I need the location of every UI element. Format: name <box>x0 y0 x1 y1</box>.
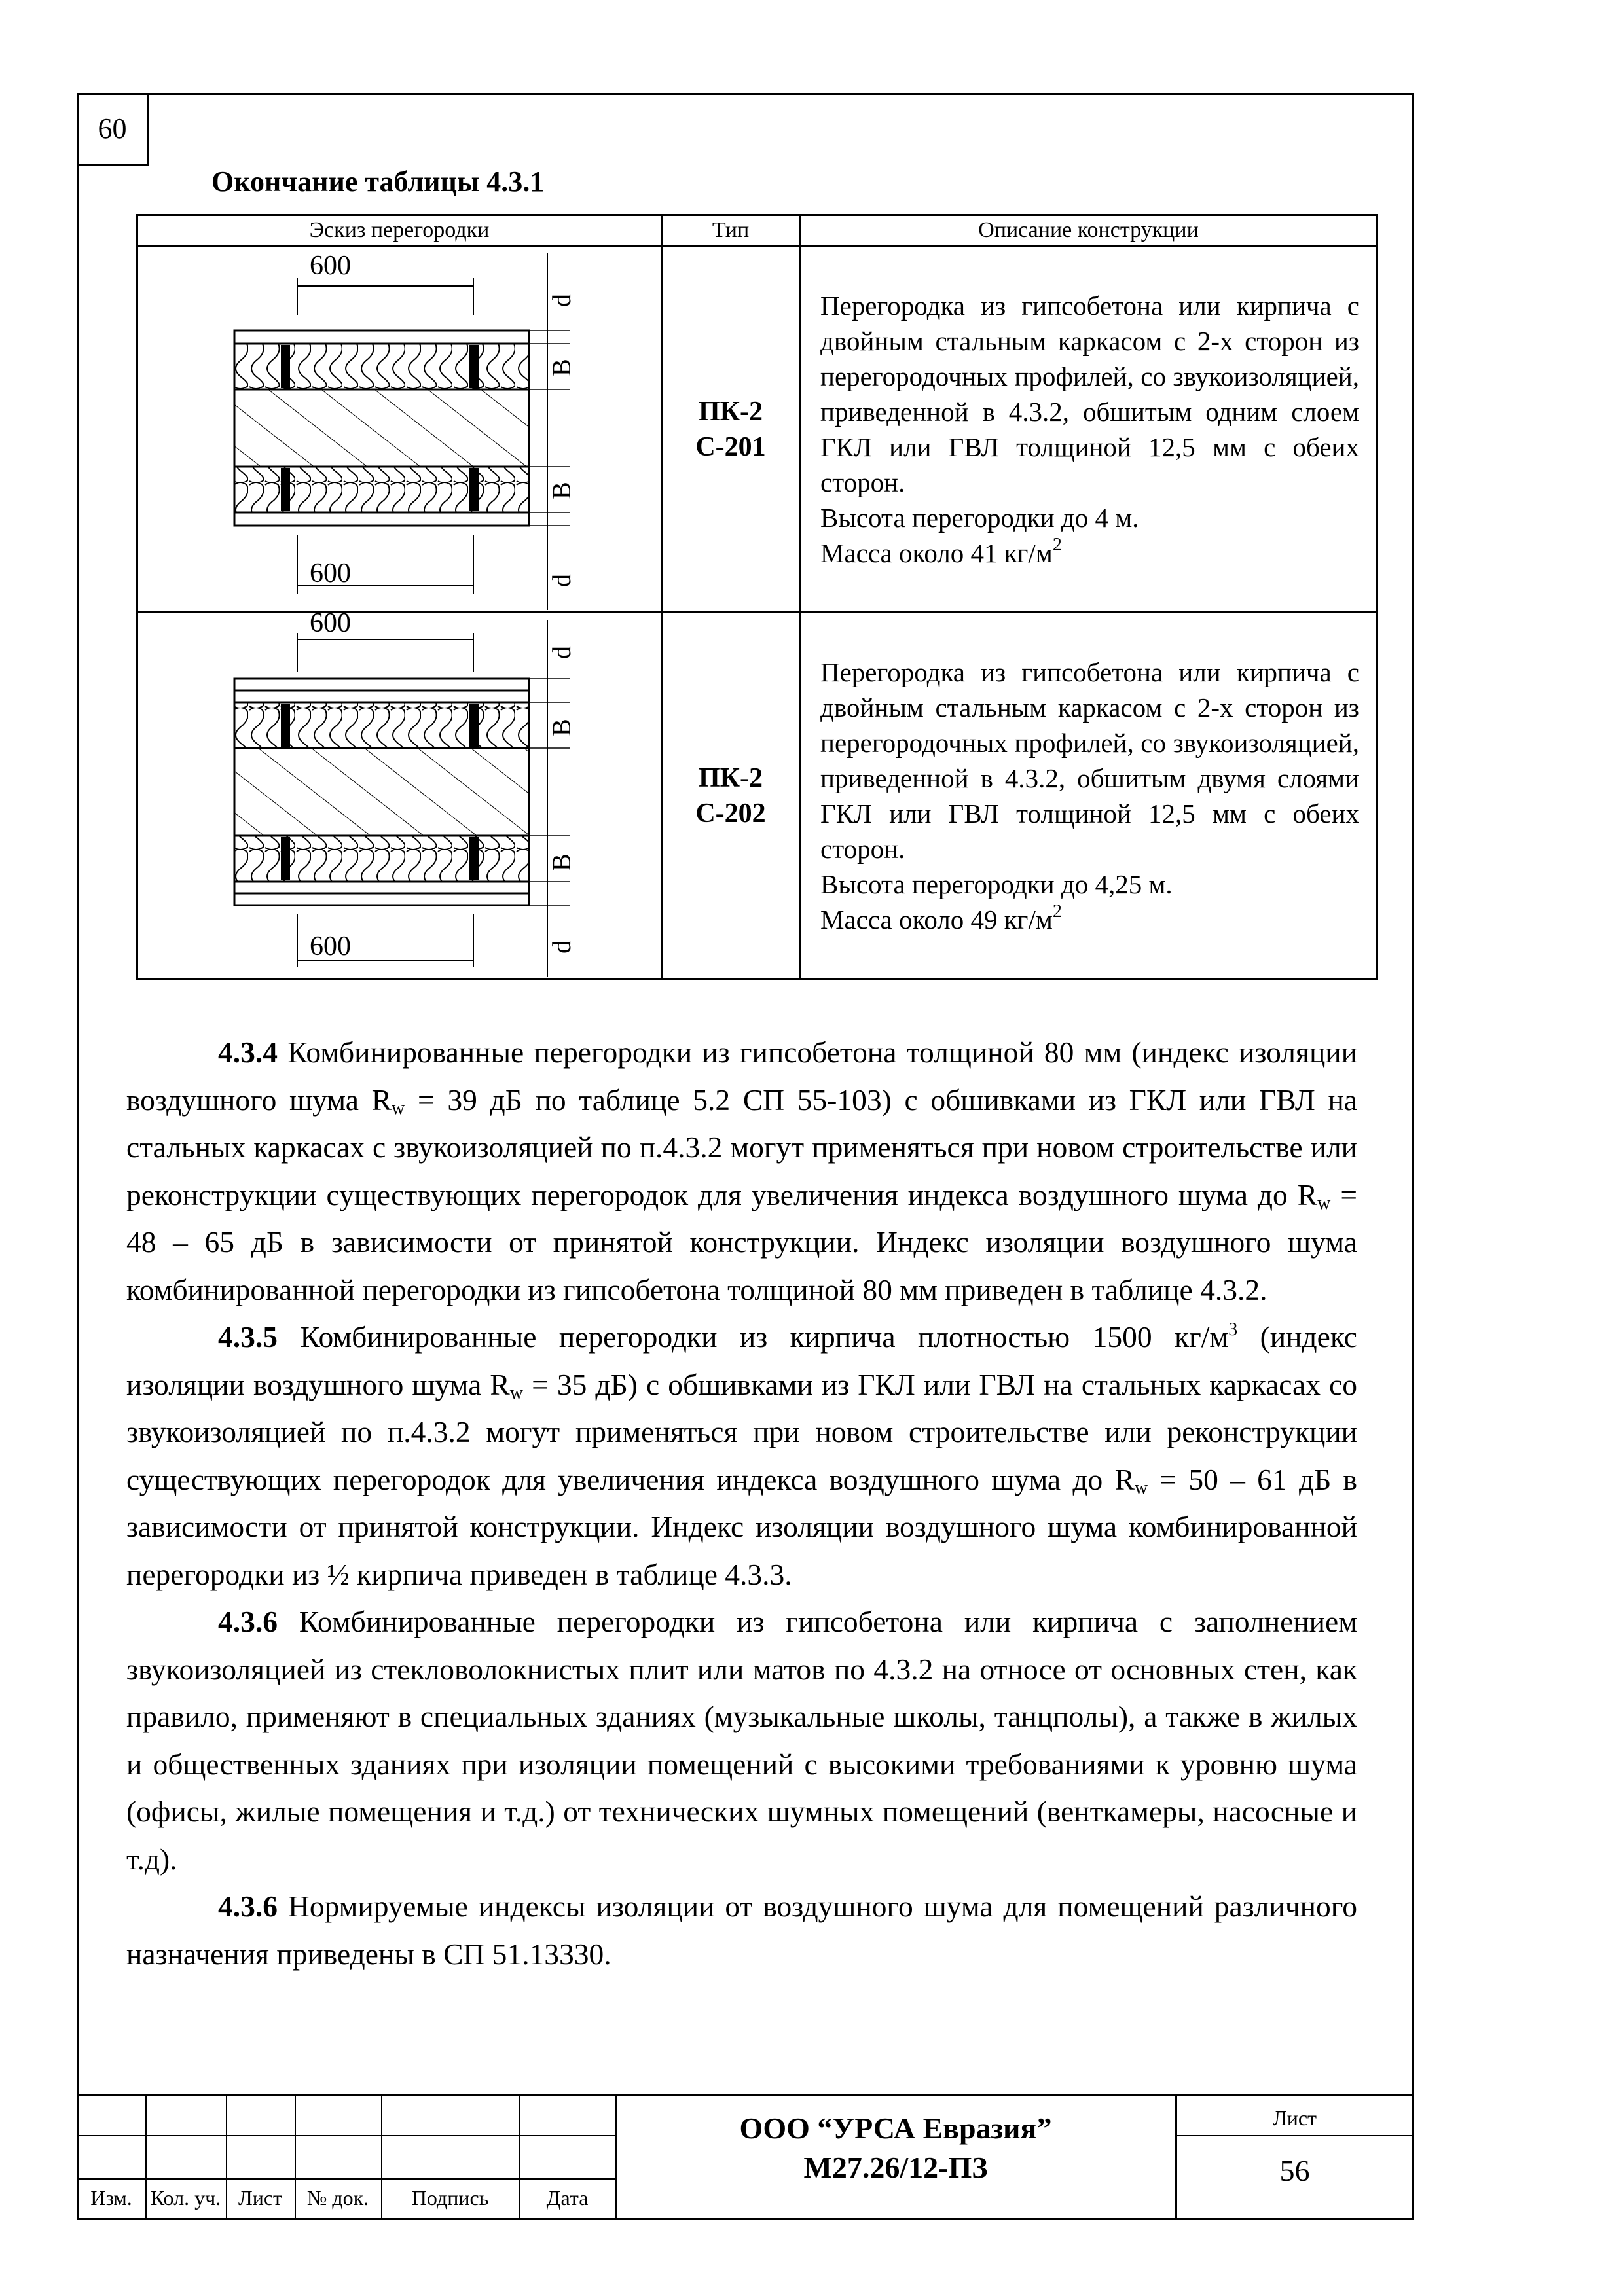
sheet-number: 56 <box>1279 2154 1310 2187</box>
label-list: Лист <box>238 2186 282 2210</box>
label-doc-no: № док. <box>306 2186 369 2210</box>
description-cell <box>800 613 1377 979</box>
paragraph-4-3-6-b: 4.3.6 Нормируемые индексы изоляции от воздушного шума для помещений различного назначения приведены в СП 51.13330. <box>126 1890 1357 1971</box>
company-block <box>615 2109 1176 2187</box>
dim-d-top: d <box>547 646 576 659</box>
company-name: ООО “УРСА Евразия” <box>739 2111 1052 2145</box>
dim-d-top: d <box>547 294 576 307</box>
page-number: 60 <box>77 93 149 166</box>
table-header-row <box>137 215 1377 246</box>
dim-label-bottom: 600 <box>310 931 351 961</box>
dim-label-top: 600 <box>310 251 351 281</box>
label-signature: Подпись <box>411 2186 489 2210</box>
paragraph-4-3-6-a: 4.3.6 Комбинированные перегородки из гипсобетона или кирпича с заполнением звукоизоляцией из стекловолокнистых плит или матов по 4.3.2 на относе от основных стен, как правило, применяют в специальных зданиях (музыкальные школы, танцполы), а также в жилых и общественных зданиях при изоляции помещений с высокими требованиями к уровню шума (офисы, жилые помещения и т.д.) от технических шумных помещений (венткамеры, насосные и т.д). <box>126 1605 1357 1876</box>
type-code-line2: С-201 <box>695 431 766 462</box>
partition-sketch <box>138 613 659 978</box>
type-code-line2: С-202 <box>695 798 766 829</box>
header-description: Описание конструкции <box>800 215 1377 246</box>
type-code-line1: ПК-2 <box>698 762 763 793</box>
table-row <box>137 246 1377 613</box>
partition-table <box>136 214 1378 980</box>
description-mass: Масса около 49 $кг/м^2$ <box>820 901 1062 935</box>
dim-b-bottom: B <box>547 482 576 499</box>
description-mass: Масса около 41 $кг/м^2$ <box>820 534 1062 568</box>
header-type: Тип <box>662 215 800 246</box>
table-row <box>137 613 1377 979</box>
header-sketch: Эскиз перегородки <box>137 215 662 246</box>
label-date: Дата <box>546 2186 589 2210</box>
sketch-cell <box>137 246 662 613</box>
dim-label-top: 600 <box>310 613 351 638</box>
dim-d-bottom: d <box>547 941 576 954</box>
sketch-cell <box>137 613 662 979</box>
description-text: Перегородка из гипсобетона или кирпича с двойным стальным каркасом с 2-х сторон из перегородочных профилей, со звукоизоляцией, приведенной в 4.3.2, обшитым двумя слоями ГКЛ или ГВЛ толщиной 12,5 мм с обеих сторон. <box>820 656 1359 864</box>
document-code: М27.26/12-ПЗ <box>803 2151 988 2184</box>
paragraph-4-3-4: 4.3.4 Комбинированные перегородки из гипсобетона толщиной 80 мм (индекс изоляции воздушного шума $R_w = 39$ дБ по таблице 5.2 СП 55-103) с обшивками из ГКЛ или ГВЛ на стальных каркасах с звукоизоляцией по п.4.3.2 могут применяться при новом строительстве или реконструкции существующих перегородок для увеличения индекса воздушного шума до $R_w = 48 - 65$ дБ в зависимости от принятой конструкции. Индекс изоляции воздушного шума комбинированной перегородки из гипсобетона толщиной 80 мм приведен в таблице 4.3.2. <box>126 1035 1357 1306</box>
type-cell <box>662 246 800 613</box>
body-text <box>126 1029 1357 1978</box>
description-cell <box>800 246 1377 613</box>
dim-b-top: B <box>547 719 576 736</box>
sheet-label: Лист <box>1272 2106 1317 2130</box>
table-caption: Окончание таблицы 4.3.1 <box>211 166 545 198</box>
description-height: Высота перегородки до 4,25 м. <box>820 869 1173 899</box>
dim-b-top: B <box>547 359 576 376</box>
dim-b-bottom: B <box>547 853 576 871</box>
partition-sketch <box>138 247 659 611</box>
dim-d-bottom: d <box>547 574 576 587</box>
label-kol-uch: Кол. уч. <box>150 2186 221 2210</box>
type-cell <box>662 613 800 979</box>
paragraph-4-3-5: 4.3.5 Комбинированные перегородки из кирпича плотностью 1500 $кг/м^3$ (индекс изоляции воздушного шума $R_w = 35$ дБ) с обшивками из ГКЛ или ГВЛ на стальных каркасах со звукоизоляцией по п.4.3.2 могут применяться при новом строительстве или реконструкции существующих перегородок для увеличения индекса воздушного шума до $R_w = 50 - 61$ дБ в зависимости от принятой конструкции. Индекс изоляции воздушного шума комбинированной перегородки из ½ кирпича приведен в таблице 4.3.3. <box>126 1319 1357 1591</box>
description-text: Перегородка из гипсобетона или кирпича с двойным стальным каркасом с 2-х сторон из перегородочных профилей, со звукоизоляцией, приведенной в 4.3.2, обшитым одним слоем ГКЛ или ГВЛ толщиной 12,5 мм с обеих сторон. <box>820 290 1359 497</box>
label-izm: Изм. <box>90 2186 132 2210</box>
dim-label-bottom: 600 <box>310 558 351 588</box>
type-code-line1: ПК-2 <box>698 396 763 427</box>
description-height: Высота перегородки до 4 м. <box>820 502 1139 533</box>
